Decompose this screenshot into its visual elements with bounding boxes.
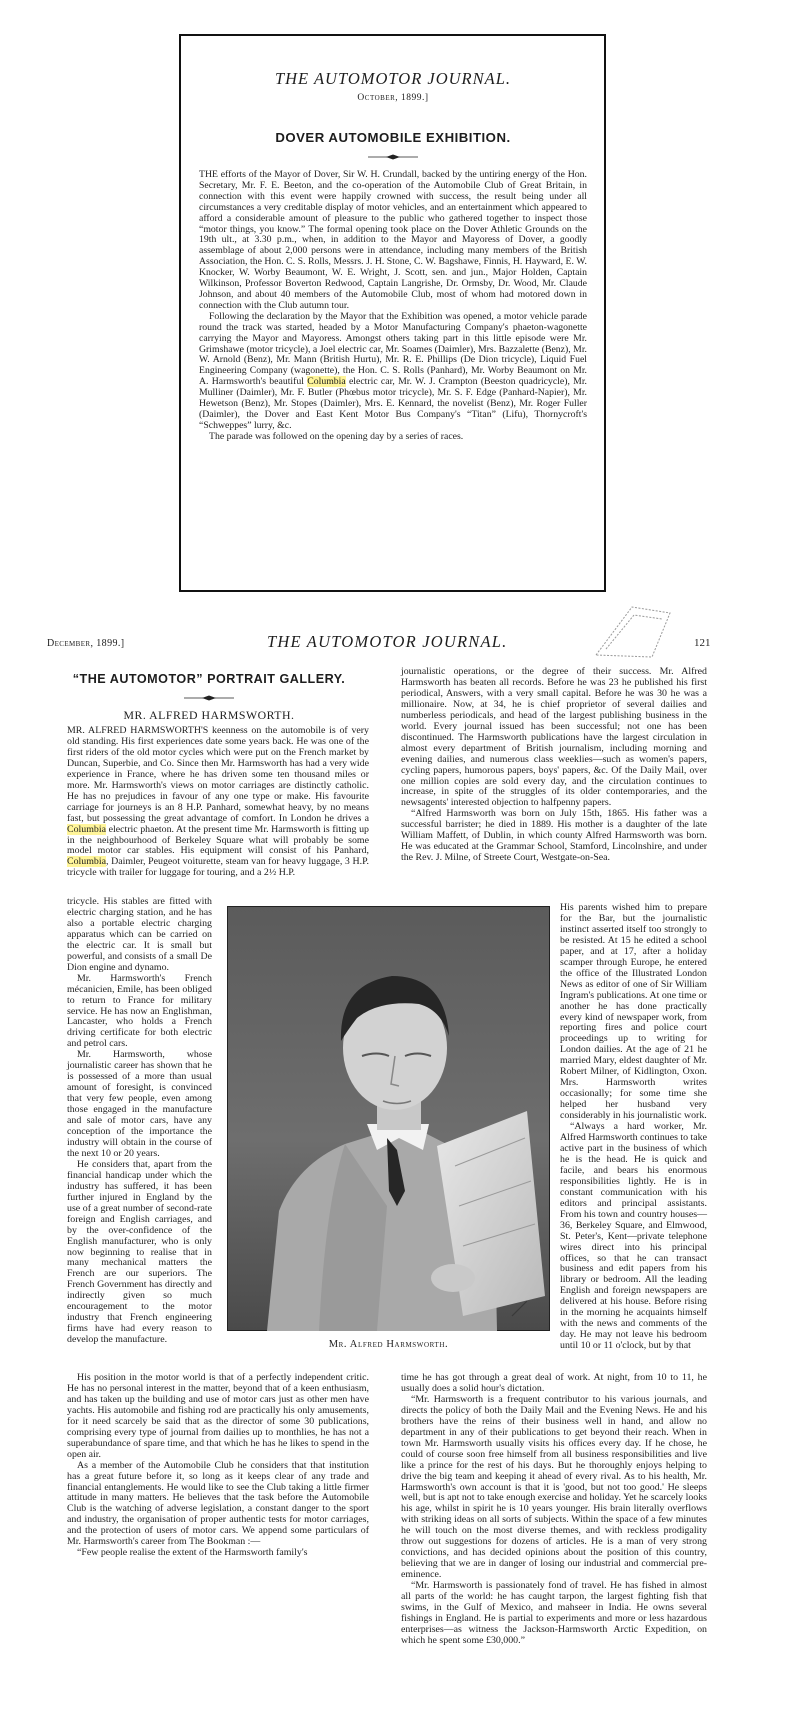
article-paragraph: As a member of the Automobile Club he considers that that institution has a great future before it, so long as it keeps clear of any trade and financial entanglements. He would like to see the Club taking a little firmer attitude in many matters. He believes that the task before the Automobile Club is the watching of adverse legislation, a constant danger to the sport and industry, the organisation of proper authentic tests for motor carriages, and the protection of users of motor cars. We append some particulars of Mr. Harmsworth's career from The Bookman :— bbox=[67, 1459, 369, 1548]
article-paragraph: time he has got through a great deal of work. At night, from 10 to 11, he usually does a solid hour's dictation. bbox=[401, 1372, 707, 1394]
page-number: 121 bbox=[694, 637, 711, 649]
ornament-divider-icon bbox=[368, 154, 418, 160]
subject-name: MR. ALFRED HARMSWORTH. bbox=[123, 708, 295, 722]
article-paragraph: Following the declaration by the Mayor that the Exhibition was opened, a motor vehicle parade round the track was started, headed by a Motor Manufacturing Company's phaeton-wagonette carrying the Mayor and Mayoress. Amongst others taking part in this little episode were Mr. Grimshawe (motor tricycle), a Joel electric car, Mr. Soames (Daimler), Mrs. Bazzalette (Benz), Mr. W. Arnold (Benz), Mr. Mann (British Hurtu), Mr. R. E. Phillips (De Dion tricycle), Liquid Fuel Engineering Company (wagonette), the Hon. C. S. Rolls (Panhard), Mr. Worby Beaumont on Mr. A. Harmsworth's beautiful Columbia electric car, Mr. W. J. Crampton (Beeston quadricycle), Mr. Mulliner (Daimler), Mr. F. Butler (Phœbus motor tricycle), Mr. S. F. Edge (Panhard-Napier), Mr. Hewetson (Benz), Mr. Stopes (Daimler), Mrs. E. Kennard, the novelist (Benz), Mr. Roger Fuller (Daimler), the Dover and East Kent Motor Bus Company's “Titan” (Lifu), Thornycroft's “Schweppes” lurry, &c. bbox=[199, 310, 587, 431]
article-paragraph: “Few people realise the extent of the Harmsworth family's bbox=[77, 1547, 308, 1559]
article-paragraph: “Alfred Harmsworth was born on July 15th, 1865. His father was a successful barrister; he died in 1889. His mother is a daughter of the late William Maffett, of Dublin, in which county Alfred Harmsworth was born. He was educated at the Grammar School, Stamford, Lincolnshire, and under the Rev. J. Milne, of Streete Court, Westgate-on-Sea. bbox=[401, 808, 707, 864]
article-paragraph: MR. ALFRED HARMSWORTH'S keenness on the automobile is of very old standing. His first experiences date some years back. He was one of the first riders of the old motor cycles which were put on the French market by Duncan, Superbie, and Co. Since then Mr. Harmsworth has had a very wide experience in France, where he has driven some ten thousand miles or more. Mr. Harmsworth's views on motor carriages are distinctly catholic. He has no prejudices in favour of any one type or make. His favourite carriage for journeys is an 8 H.P. Panhard, somewhat heavy, by no means fast, but possessing the great advantage of comfort. In London he drives a Columbia electric phaeton. At the present time Mr. Harmsworth is fitting up in the neighbourhood of Berkeley Square what will probably be some model motor car stables. His equipment will consist of his Panhard, Columbia, Daimler, Peugeot voiturette, steam van for heavy luggage, 3 H.P. tricycle with trailer for luggage for touring, and a 2½ H.P. bbox=[67, 725, 369, 879]
article-paragraph: The parade was followed on the opening day by a series of races. bbox=[209, 430, 464, 442]
left-column-top bbox=[67, 726, 369, 879]
article-paragraph: Mr. Harmsworth, whose journalistic career has shown that he is possessed of a more than usual amount of foresight, is convinced that very few people, even among those engaged in the manufacture and sale of motor cars, have any conception of the importance the industry will obtain in the course of the next 10 or 20 years. bbox=[67, 1049, 212, 1159]
highlighted-term: Columbia bbox=[307, 376, 346, 388]
article-paragraph: He considers that, apart from the financial handicap under which the industry has suffered, it has been further injured in England by the use of a great number of second-rate foreign and English carriages, and by the over-confidence of the English manufacturer, who is only now beginning to realise that in many mechanical matters the French are our superiors. The French Government has directly and indirectly given so much encouragement to the motor industry that French engineering firms have had every reason to develop the manufacture. bbox=[67, 1158, 212, 1346]
left-column-bottom bbox=[67, 1373, 369, 1559]
highlighted-term: Columbia bbox=[67, 823, 106, 835]
page-journal-title: THE AUTOMOTOR JOURNAL. bbox=[267, 632, 508, 651]
ornament-divider-icon bbox=[184, 695, 234, 701]
article-paragraph: journalistic operations, or the degree of their success. Mr. Alfred Harmsworth has beaten all records. Before he was 23 he published his first periodical, Answers, with a very small capital. Before he was 30 he was a millionaire. Now, at 34, he is chief proprietor of several dailies and numberless periodicals, and head of the largest publishing business in the world. Every journal issued has been successful; not one has been discontinued. The Harmsworth publications have the largest circulation in almost every department of British journalism, including morning and evening dailies, and numerous class weeklies—such as women's papers, cycling papers, humorous papers, boys' papers, &c. Of the Daily Mail, over one million copies are sold every day, and the circulation continues to increase, in spite of the struggles of its older contemporaries, and the newsagents' interested objection to halfpenny papers. bbox=[401, 666, 707, 809]
article-paragraph: His parents wished him to prepare for the Bar, but the journalistic instinct asserted itself too strongly to be resisted. At 15 he edited a school paper, and at 17, after a holiday scamper through Europe, he entered the office of the Illustrated London News as editor of one of Sir William Ingram's publications. At one time or another he has done practically every kind of newspaper work, from reporting fires and police court proceedings up to writing for London dailies. At the age of 21 he married Mary, eldest daughter of Mr. Robert Milner, of Kidlington, Oxon. Mrs. Harmsworth writes occasionally; for some time she helped her husband very considerably in his journalistic work. bbox=[560, 902, 707, 1122]
article-paragraph: Mr. Harmsworth's French mécanicien, Emile, has been obliged to return to France for military service. He has now an Englishman, Lancaster, who holds a French driving certificate for both electric and petrol cars. bbox=[67, 972, 212, 1050]
photo-caption: Mr. Alfred Harmsworth. bbox=[328, 1339, 449, 1350]
clipping-journal-title: THE AUTOMOTOR JOURNAL. bbox=[274, 69, 512, 88]
article-body bbox=[199, 170, 587, 443]
article-paragraph: “Mr. Harmsworth is passionately fond of travel. He has fished in almost all parts of the world: he has caught tarpon, the largest fighting fish that swims, in the Gulf of Mexico, and mahseer in India. He owns several fishings in England. He is partial to experiments and more or less hazardous enterprises—as witness the Jackson-Harmsworth Arctic Expedition, on which he spent some £30,000.” bbox=[401, 1580, 707, 1646]
portrait-photo bbox=[227, 906, 550, 1331]
article-paragraph: THE efforts of the Mayor of Dover, Sir W. H. Crundall, backed by the untiring energy of the Hon. Secretary, Mr. F. E. Beeton, and the co-operation of the Automobile Club of Great Britain, in connection with this event were happily crowned with success, the result being under all circumstances a very creditable display of motor vehicles, and an entertainment which appeared to afford a considerable amount of pleasure to the public who gathered together to inspect those “motor things, you know.” The formal opening took place on the Dover Athletic Grounds on the 19th ult., at 3.30 p.m., when, in addition to the Mayor and Mayoress of Dover, a goodly assemblage of about 2,000 persons were in attendance, including many members of the British Association, the Hon. C. S. Rolls, Messrs. J. H. Stone, C. W. Bagshawe, Finnis, H. Hayward, E. W. Knocker, W. Worby Beaumont, W. E. Wright, J. Scott, sen. and jun., Major Holden, Captain Wilkinson, Professor Boverton Redwood, Captain Langrishe, Dr. Ormsby, Dr. Wood, Mr. Claude Johnson, and about 40 members of the Automobile Club, most of whom had motored down in connection with the Club autumn tour. bbox=[199, 169, 587, 311]
page-date: December, 1899.] bbox=[47, 638, 125, 649]
article-paragraph: tricycle. His stables are fitted with electric charging station, and he has also a portable electric charging apparatus which can be carried on the electric car. It is small but powerful, and consists of a small De Dion engine and dynamo. bbox=[67, 896, 212, 973]
left-column-middle bbox=[67, 897, 212, 1346]
article-paragraph: His position in the motor world is that of a perfectly independent critic. He has no personal interest in the matter, beyond that of a keen enthusiasm, and has taken up the building and use of motor cars just as other men have yachts. His automobile and fishing rod are practically his only amusements, for it need scarcely be said that as the director of some 30 publications, comprising every type of journal from dailies up to monthlies, he has not a superabundance of spare time, and that which he has he likes to spend in the open air. bbox=[67, 1372, 369, 1460]
october-clipping bbox=[179, 34, 606, 592]
article-paragraph: “Mr. Harmsworth is a frequent contributor to his various journals, and directs the policy of both the Daily Mail and the Evening News. He and his brothers have the reins of their business well in hand, and allow no department in any of their publications to get beyond their reach. When in town Mr. Harmsworth usually visits his offices every day. If he chose, he could of course soon free himself from all business responsibilities and live like a prince for the rest of his days. But he thoroughly enjoys helping to drive the big team and keeping it ahead of every rival. As to his health, Mr. Harmsworth's own account is that it is 'good, but not too good.' He sleeps well, but is apt not to take enough exercise and holiday. Yet he scarcely looks his age, whilst in spirit he is 10 years younger. His brain literally overflows with striking ideas on all sorts of subjects. Within the space of a few minutes he will touch on the most diverse themes, and with reckless prodigality throw out suggestions for dozens of articles. He is a man of very strong convictions, and has decided opinions about the position of this country, believing that we are in danger of losing our industrial and commercial pre-eminence. bbox=[401, 1393, 707, 1581]
right-column-top bbox=[401, 667, 707, 864]
right-column-middle bbox=[560, 903, 707, 1352]
article-paragraph: “Always a hard worker, Mr. Alfred Harmsworth continues to take active part in the business of which he is the head. He is quick and facile, and bears his enormous responsibilities lightly. He is in constant communication with his editors and principal assistants. From his town and country houses—36, Berkeley Square, and Elmwood, St. Peter's, Kent—private telephone wires direct into his principal offices, so that he can transact business and edit papers from his library or bedroom. All the leading English and foreign newspapers are delivered at his house. Before rising in the morning he acquaints himself with the news and comments of the day. He may not leave his bedroom until 10 or 11 o'clock, but by that bbox=[560, 1121, 707, 1352]
article-heading: DOVER AUTOMOBILE EXHIBITION. bbox=[275, 130, 511, 145]
gallery-title: “THE AUTOMOTOR” PORTRAIT GALLERY. bbox=[72, 672, 346, 686]
right-column-bottom bbox=[401, 1373, 707, 1647]
highlighted-term: Columbia bbox=[67, 856, 106, 868]
clipping-date: October, 1899.] bbox=[357, 93, 429, 103]
library-stamp-icon bbox=[592, 603, 672, 659]
